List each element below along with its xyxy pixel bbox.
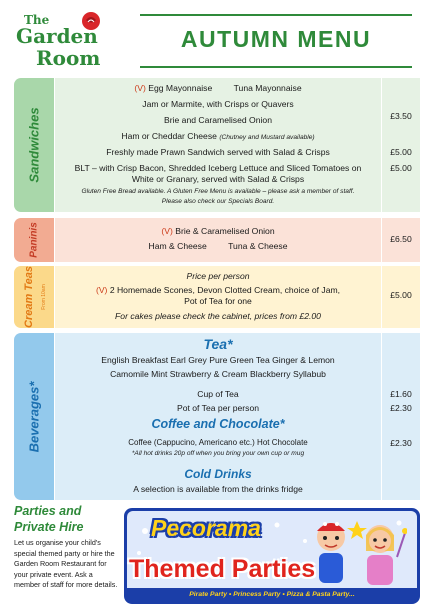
- coffee-note: *All hot drinks 20p off when you bring your own cup or mug: [131, 450, 305, 457]
- sandwich-line-1: [55, 83, 381, 93]
- sandwiches-content: [54, 78, 382, 212]
- paninis-side: [14, 218, 54, 262]
- themed-parties-title: Themed Parties: [129, 555, 316, 583]
- garden-room-logo: [14, 10, 124, 72]
- item-brie-panini: Brie & Caramelised Onion: [175, 226, 275, 236]
- cream-teas-sub: From 10am: [41, 284, 47, 310]
- logo-room: Room: [36, 46, 101, 70]
- cakes-note: For cakes please check the cabinet, prices from £2.00: [115, 311, 321, 321]
- cold-drinks-line: A selection is available from the drinks fridge: [133, 484, 303, 494]
- price-per-person: Price per person: [186, 271, 250, 281]
- beverages-section: [14, 333, 420, 500]
- coffee-line: Coffee (Cappucino, Americano etc.) Hot Chocolate: [128, 438, 308, 447]
- banner-background: [127, 511, 417, 601]
- sandwiches-side: [14, 78, 54, 212]
- panini-line-2: [55, 241, 381, 251]
- sandwich-line-4: [55, 131, 381, 141]
- pot-of-tea: Pot of Tea per person: [176, 403, 259, 413]
- princess-child-icon: [353, 515, 407, 589]
- parties-heading-line2: Private Hire: [14, 520, 84, 534]
- coffee-heading: Coffee and Chocolate*: [151, 417, 285, 431]
- cream-tea-line-2: [55, 285, 381, 295]
- beverages-side: [14, 333, 54, 500]
- title-bar: [140, 14, 412, 68]
- cream-teas-side: [14, 266, 54, 328]
- parties-heading: [14, 503, 83, 535]
- specials-note: Please also check our Specials Board.: [161, 198, 275, 205]
- cream-tea-line-3: Pot of Tea for one: [184, 296, 252, 306]
- sandwiches-section: [14, 78, 420, 212]
- price: £5.00: [390, 147, 412, 157]
- sandwich-line-6b: White or Granary, served with Salad & Crisps: [131, 174, 305, 184]
- item-ham-cheese-panini: Ham & Cheese: [148, 241, 207, 251]
- party-types-strip: Pirate Party • Princess Party • Pizza & Pasta Party...: [127, 588, 417, 601]
- paninis-section: [14, 218, 420, 262]
- cream-teas-label: Cream Teas: [23, 266, 35, 328]
- sandwich-line-3: Brie and Caramelised Onion: [164, 115, 272, 125]
- cup-of-tea: Cup of Tea: [197, 389, 239, 399]
- chutney-note: (Chutney and Mustard available): [219, 134, 315, 141]
- vegetarian-mark: (V): [95, 285, 108, 295]
- price: £2.30: [390, 403, 412, 413]
- sandwich-line-5: Freshly made Prawn Sandwich served with Salad & Crisps: [106, 147, 330, 157]
- pecorama-title: Pecorama: [151, 515, 261, 541]
- gluten-free-note: Gluten Free Bread available. A Gluten Free Menu is available – please ask a member of staff.: [81, 188, 355, 195]
- paninis-content: [54, 218, 382, 262]
- beverages-label: Beverages*: [26, 381, 42, 452]
- sandwich-line-2: Jam or Marmite, with Crisps or Quavers: [142, 99, 294, 109]
- cold-drinks-heading: Cold Drinks: [184, 467, 252, 481]
- item-ham-cheese: Ham or Cheddar Cheese: [121, 131, 217, 141]
- paninis-label: Paninis: [28, 222, 40, 258]
- price: £5.00: [390, 290, 412, 300]
- item-egg-mayo: Egg Mayonnaise: [148, 83, 213, 93]
- price: £6.50: [390, 234, 412, 244]
- sandwiches-label: Sandwiches: [26, 107, 42, 183]
- price: £3.50: [390, 111, 412, 121]
- item-tuna-cheese-panini: Tuna & Cheese: [228, 241, 288, 251]
- sandwiches-prices: [382, 78, 420, 212]
- vegetarian-mark: (V): [161, 226, 173, 236]
- panini-line-1: [55, 226, 381, 236]
- price: £1.60: [390, 389, 412, 399]
- cream-teas-section: [14, 266, 420, 328]
- tea-row-1: English Breakfast Earl Grey Pure Green Tea Ginger & Lemon: [101, 355, 335, 365]
- paninis-prices: [382, 218, 420, 262]
- pirate-child-icon: [309, 517, 353, 587]
- parties-heading-line1: Parties and: [14, 504, 82, 518]
- cream-teas-content: [54, 266, 382, 328]
- beverages-content: [54, 333, 382, 500]
- item-tuna-mayo: Tuna Mayonnaise: [233, 83, 302, 93]
- beverages-prices: [382, 333, 420, 500]
- item-scones: 2 Homemade Scones, Devon Clotted Cream, choice of Jam,: [109, 285, 341, 295]
- logo-the: The: [24, 13, 50, 27]
- tea-row-2: Camomile Mint Strawberry & Cream Blackberry Syllabub: [110, 369, 326, 379]
- tea-heading: Tea*: [203, 336, 233, 352]
- vegetarian-mark: (V): [134, 83, 146, 93]
- sandwich-line-6a: BLT – with Crisp Bacon, Shredded Iceberg Lettuce and Sliced Tomatoes on: [74, 163, 362, 173]
- logo-garden: Garden: [16, 24, 98, 48]
- price: £2.30: [390, 438, 412, 448]
- cream-teas-prices: [382, 266, 420, 328]
- page-title: AUTUMN MENU: [180, 26, 372, 52]
- pecorama-banner: [124, 508, 420, 604]
- price: £5.00: [390, 163, 412, 173]
- parties-text: Let us organise your child's special themed party or hire the Garden Room Restaurant for your private event. Ask a member of staff for more details.: [14, 538, 118, 590]
